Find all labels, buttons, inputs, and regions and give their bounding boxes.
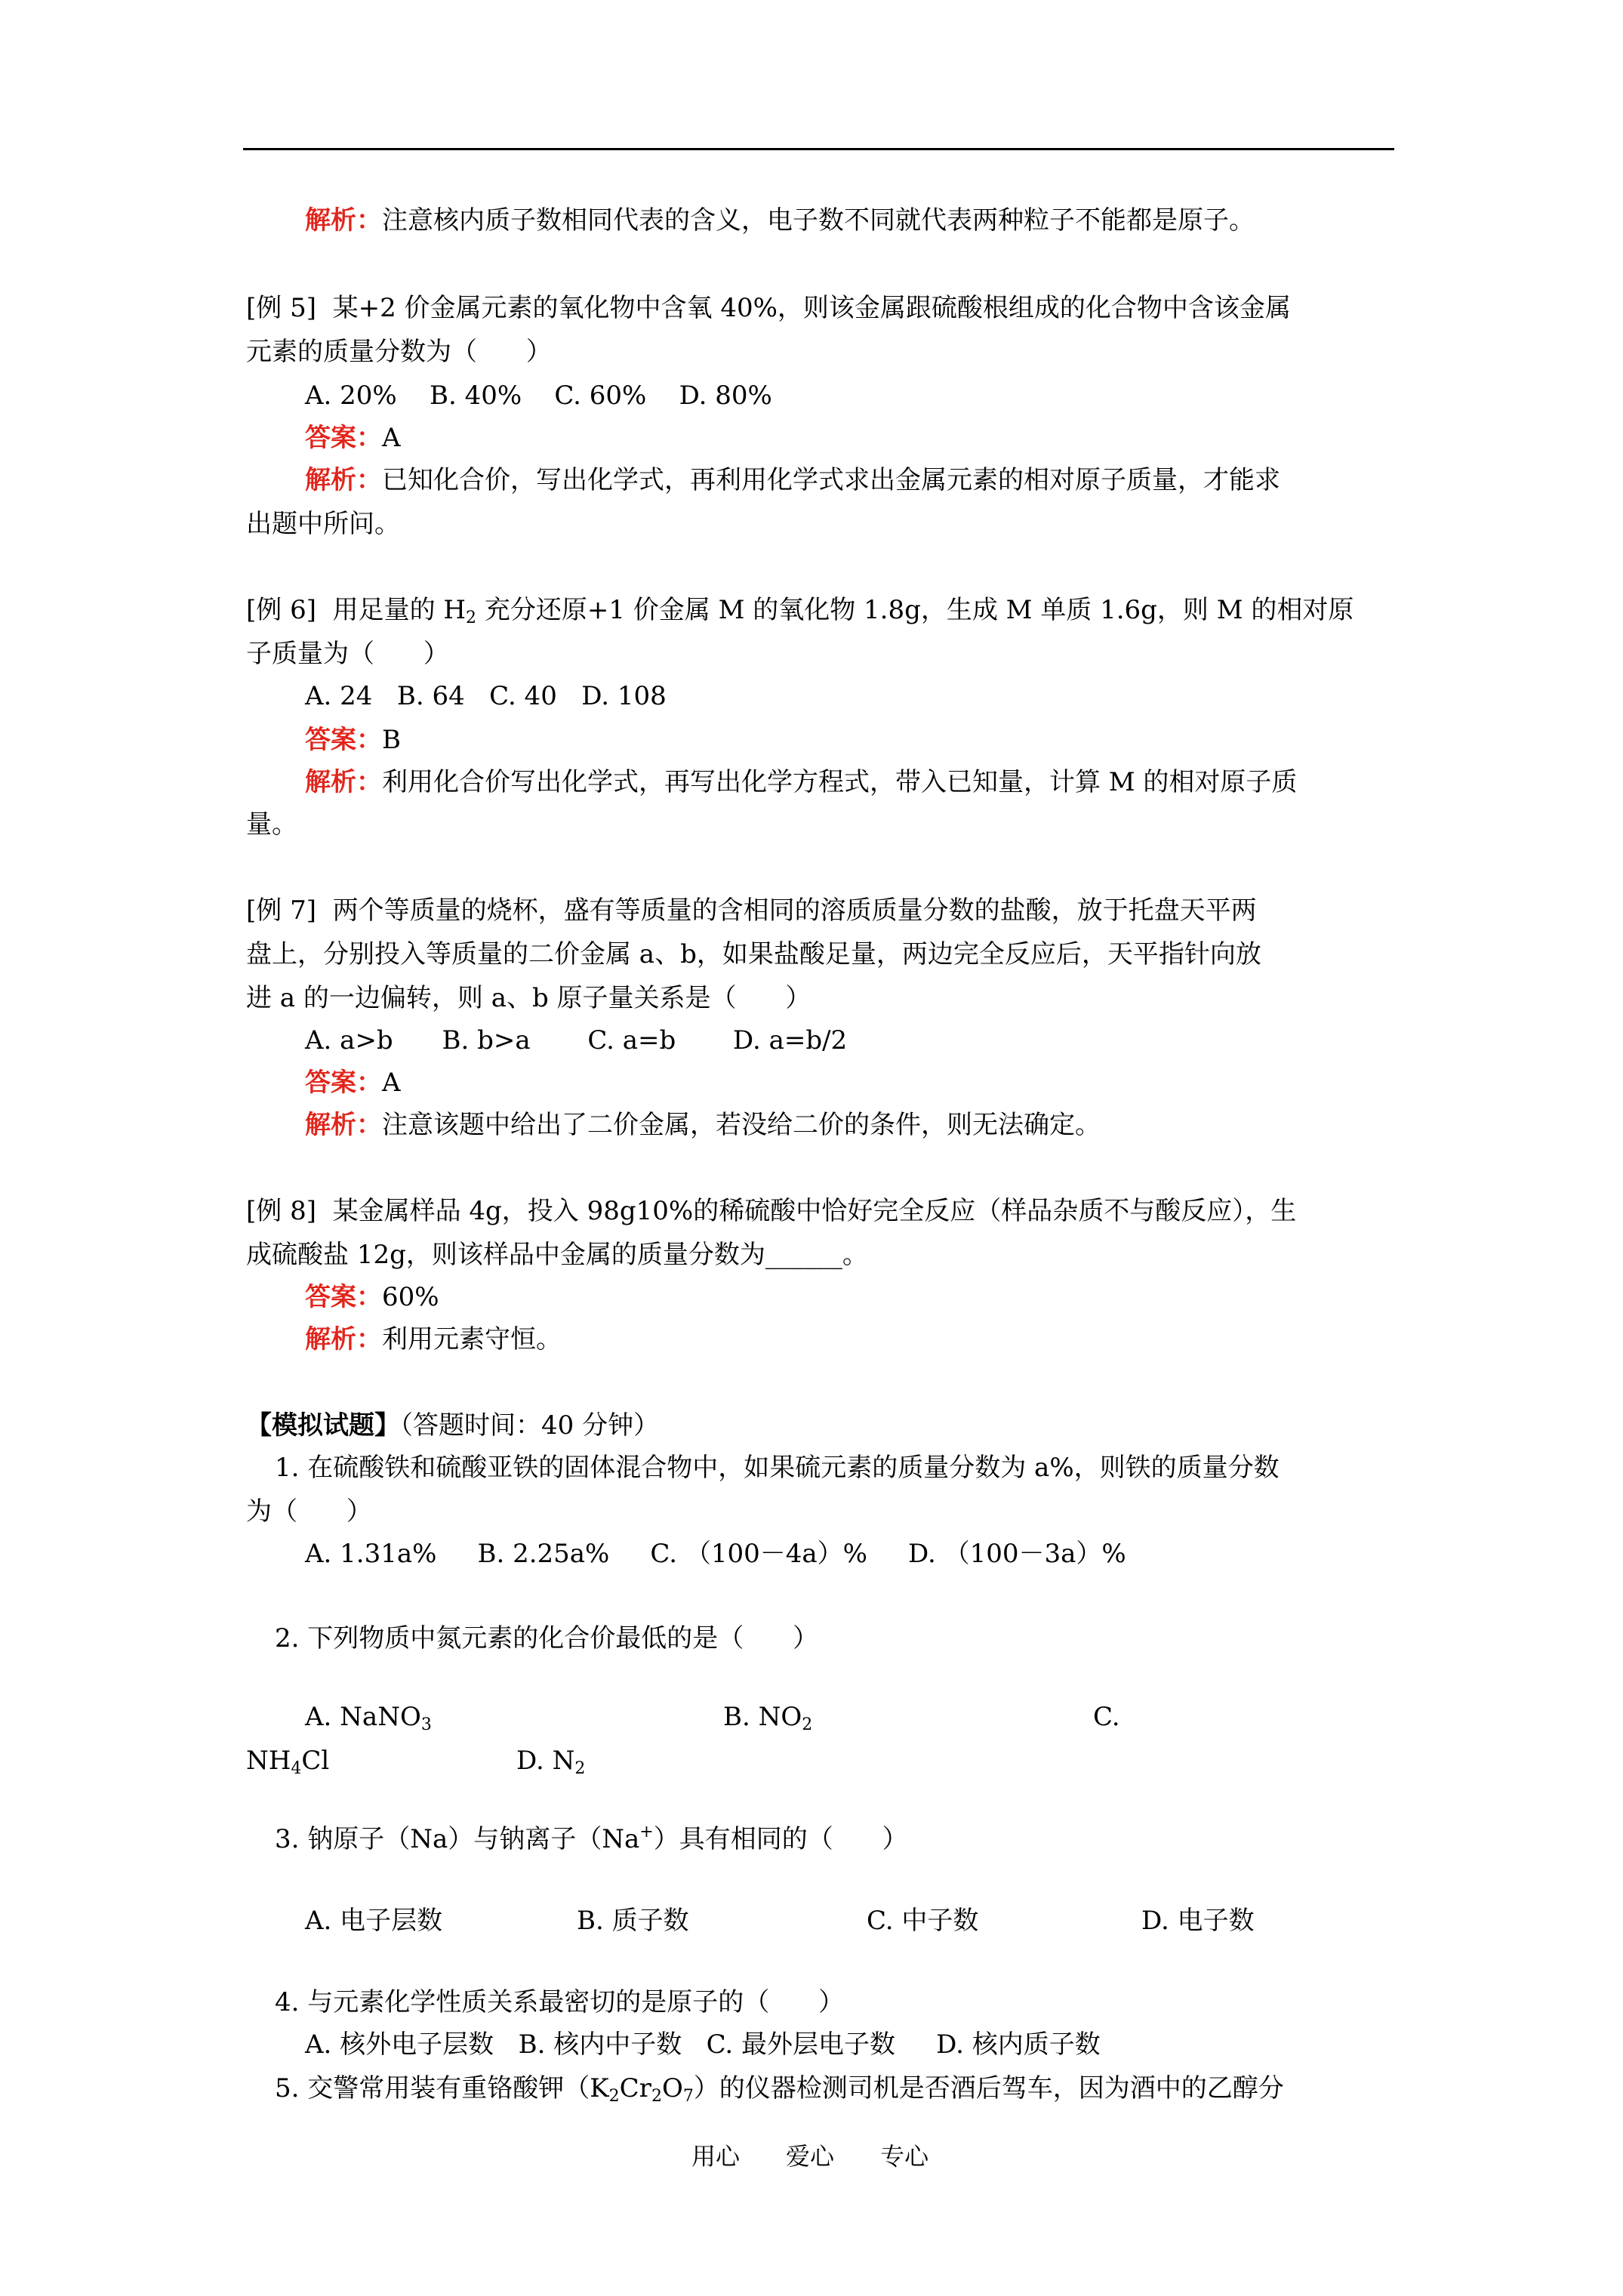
ex5-question-line2: 元素的质量分数为（ ）	[246, 337, 552, 367]
q2-option-d: D. $N_2$	[516, 1746, 586, 1778]
ex6-options: A. 24 B. 64 C. 40 D. 108	[305, 681, 667, 711]
q4-question: 4. 与元素化学性质关系最密切的是原子的（ ）	[275, 1987, 845, 2017]
top-analysis: 解析：注意核内质子数相同代表的含义，电子数不同就代表两种粒子不能都是原子。	[305, 205, 1255, 236]
ex5-options: A. 20% B. 40% C. 60% D. 80%	[305, 381, 772, 411]
q1-options: A. 1.31a% B. 2.25a% C. （100－4a）% D. （100－3a）%	[305, 1539, 1126, 1569]
ex6-analysis-line2: 量。	[246, 809, 297, 840]
ex6-question-line1: [例 6] 用足量的 $H_2$ 充分还原+1 价金属 M 的氧化物 1.8g，生成 M 单质 1.6g，则 M 的相对原	[246, 595, 1354, 627]
ex8-analysis: 解析：利用元素守恒。	[305, 1324, 562, 1354]
ex8-question-line1: [例 8] 某金属样品 4g，投入 98g10%的稀硫酸中恰好完全反应（样品杂质不与酸反应），生	[246, 1196, 1297, 1226]
ex7-question-line3: 进 a 的一边偏转，则 a、b 原子量关系是（ ）	[246, 983, 812, 1013]
answer-label: 答案：	[305, 423, 382, 453]
ex6-answer: 答案：B	[305, 725, 401, 755]
q2-option-c-label: C.	[1093, 1702, 1120, 1732]
ex7-question-line2: 盘上，分别投入等质量的二价金属 a、b，如果盐酸足量，两边完全反应后，天平指针向放	[246, 939, 1261, 969]
ex5-analysis-line1: 解析：已知化合价，写出化学式，再利用化学式求出金属元素的相对原子质量，才能求	[305, 465, 1280, 495]
ex6-analysis-line1: 解析：利用化合价写出化学式，再写出化学方程式，带入已知量，计算 M 的相对原子质	[305, 767, 1298, 797]
answer-label: 答案：	[305, 725, 382, 755]
analysis-label: 解析：	[305, 205, 382, 236]
q2-option-c-value: $NH_4Cl$	[246, 1746, 330, 1778]
q3-question: 3. 钠原子（Na）与钠离子（Na+）具有相同的（ ）	[275, 1823, 908, 1854]
ex7-question-line1: [例 7] 两个等质量的烧杯，盛有等质量的含相同的溶质质量分数的盐酸，放于托盘天平两	[246, 895, 1257, 926]
page-footer: 用心 爱心 专心	[691, 2142, 929, 2171]
q2-option-b: B. $NO_2$	[723, 1702, 813, 1734]
mock-title: 【模拟试题】（答题时间：40 分钟）	[246, 1410, 660, 1441]
analysis-label: 解析：	[305, 465, 382, 495]
q2-question: 2. 下列物质中氮元素的化合价最低的是（ ）	[275, 1623, 819, 1653]
q5-question: 5. 交警常用装有重铬酸钾$(K_2Cr_2O_7)$的仪器检测司机是否酒后驾车，因为酒中的乙醇分	[275, 2073, 1284, 2106]
ex7-options: A. a>b B. b>a C. a=b D. a=b/2	[305, 1025, 848, 1056]
q1-line2: 为（ ）	[246, 1496, 372, 1527]
ex5-answer: 答案：A	[305, 423, 401, 453]
ex5-question-line1: [例 5] 某+2 价金属元素的氧化物中含氧 40%，则该金属跟硫酸根组成的化合物中含该金属	[246, 293, 1291, 323]
q1-line1: 1. 在硫酸铁和硫酸亚铁的固体混合物中，如果硫元素的质量分数为 a%，则铁的质量分数	[275, 1453, 1280, 1483]
q3-option-d: D. 电子数	[1141, 1906, 1255, 1936]
ex8-question-line2: 成硫酸盐 12g，则该样品中金属的质量分数为______。	[246, 1240, 868, 1270]
analysis-label: 解析：	[305, 1324, 382, 1354]
header-rule	[243, 148, 1394, 150]
analysis-label: 解析：	[305, 767, 382, 797]
q4-options: A. 核外电子层数 B. 核内中子数 C. 最外层电子数 D. 核内质子数	[305, 2029, 1101, 2060]
ex7-analysis: 解析：注意该题中给出了二价金属，若没给二价的条件，则无法确定。	[305, 1110, 1101, 1140]
q3-option-c: C. 中子数	[867, 1906, 979, 1936]
answer-label: 答案：	[305, 1068, 382, 1098]
q2-option-a: A. NaNO$_3$	[305, 1702, 432, 1734]
q3-option-b: B. 质子数	[577, 1906, 689, 1936]
ex6-question-line2: 子质量为（ ）	[246, 639, 449, 669]
analysis-label: 解析：	[305, 1110, 382, 1140]
ex8-answer: 答案：60%	[305, 1282, 439, 1312]
answer-label: 答案：	[305, 1282, 382, 1312]
q3-option-a: A. 电子层数	[305, 1906, 443, 1936]
ex5-analysis-line2: 出题中所问。	[246, 509, 400, 539]
ex7-answer: 答案：A	[305, 1068, 401, 1098]
